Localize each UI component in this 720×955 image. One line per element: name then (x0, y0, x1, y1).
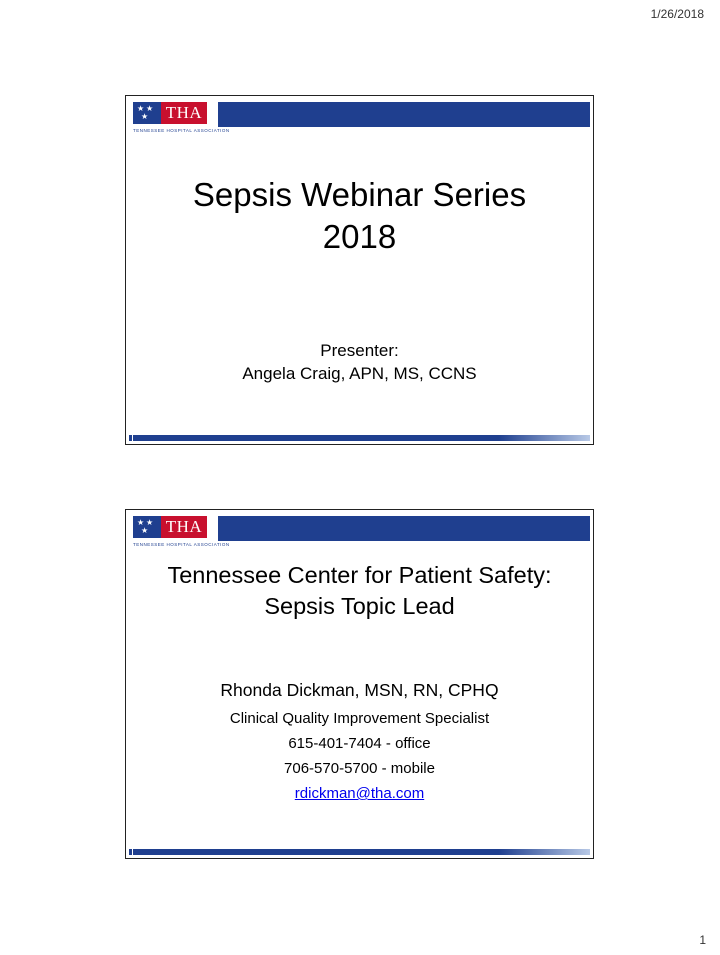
tha-logo (133, 102, 230, 142)
page-number: 1 (699, 933, 706, 947)
slide-title (126, 174, 593, 258)
slide-title-line: Tennessee Center for Patient Safety: (167, 562, 552, 588)
presenter-name: Angela Craig, APN, MS, CCNS (242, 364, 477, 383)
footer-bar-left (129, 849, 132, 855)
contact-role: Clinical Quality Improvement Specialist (229, 710, 490, 727)
tennessee-flag-icon: ★ ★ ★ (133, 102, 161, 124)
slide-title-line: Sepsis Topic Lead (264, 593, 455, 619)
slide-title-line: Sepsis Webinar Series (192, 176, 527, 213)
footer-bar-left (129, 435, 132, 441)
slide-title (126, 560, 593, 622)
page-date: 1/26/2018 (650, 7, 704, 21)
logo-caption: TENNESSEE HOSPITAL ASSOCIATION (133, 542, 230, 547)
slide-title-line: 2018 (322, 218, 397, 255)
header-bar (218, 516, 590, 541)
footer-bar (133, 849, 590, 855)
email-link[interactable]: rdickman@tha.com (294, 785, 425, 802)
footer-bar (133, 435, 590, 441)
logo-wordmark: THA (161, 102, 207, 124)
contact-block (126, 676, 593, 806)
tennessee-flag-icon: ★ ★ ★ (133, 516, 161, 538)
office-phone: 615-401-7404 - office (288, 735, 431, 752)
presenter-label: Presenter: (320, 341, 399, 360)
logo-wordmark: THA (161, 516, 207, 538)
header-bar (218, 102, 590, 127)
presenter-block (126, 339, 593, 385)
slide-1 (125, 95, 594, 445)
mobile-phone: 706-570-5700 - mobile (284, 760, 435, 777)
tha-logo (133, 516, 230, 556)
logo-caption: TENNESSEE HOSPITAL ASSOCIATION (133, 128, 230, 133)
slide-2 (125, 509, 594, 859)
contact-name: Rhonda Dickman, MSN, RN, CPHQ (220, 680, 499, 700)
